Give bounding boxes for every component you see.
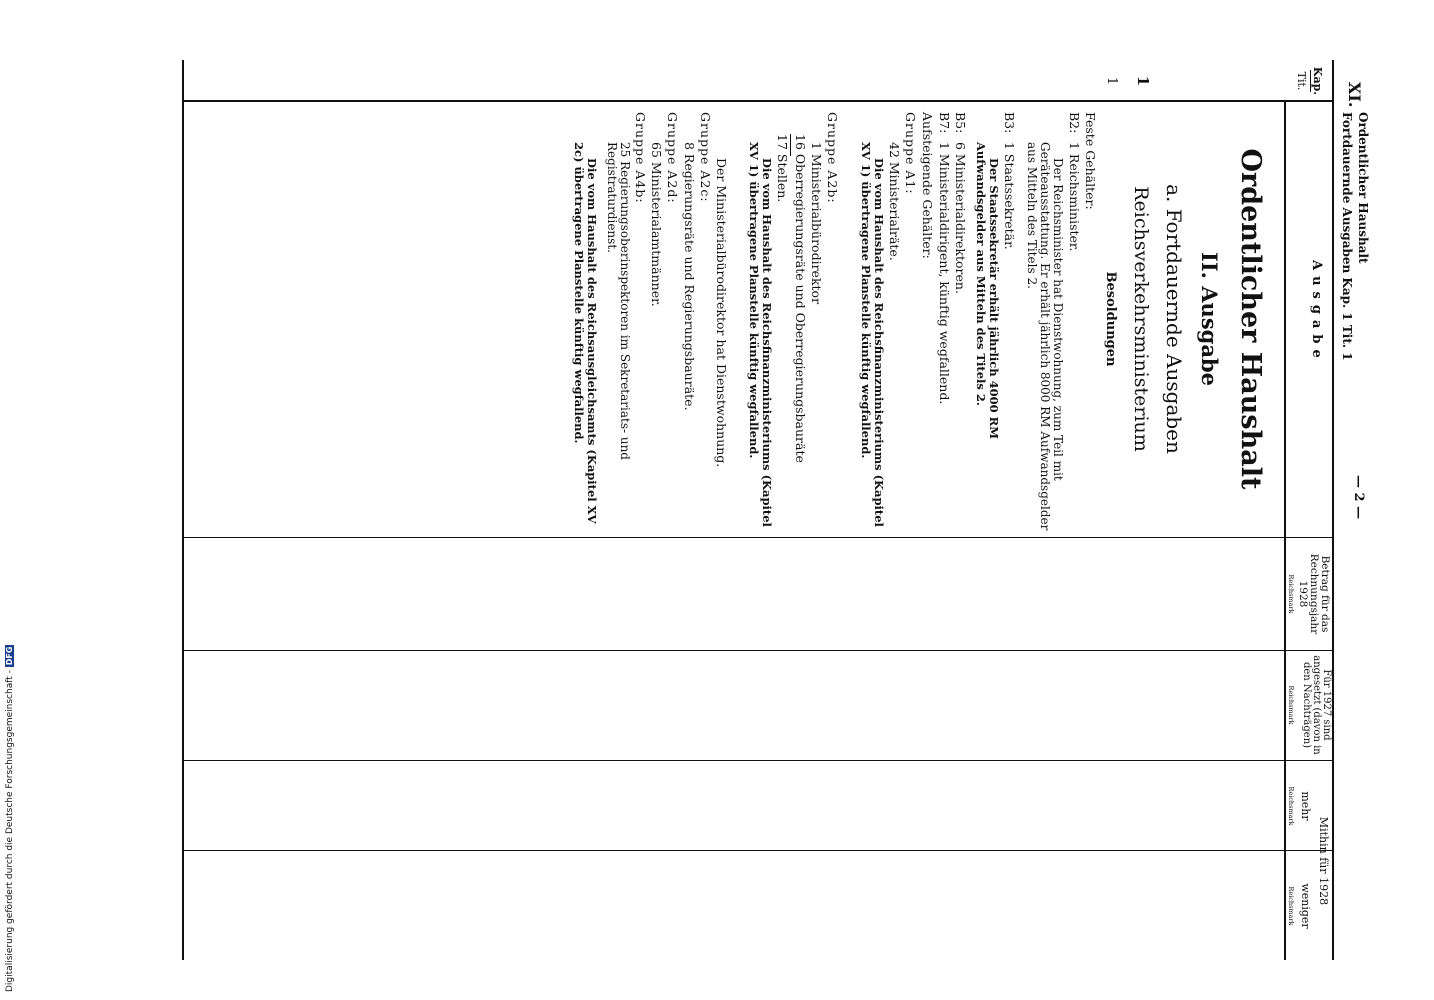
- running-title: Ordentlicher Haushalt: [1356, 112, 1370, 264]
- label-b3: B3:: [1002, 112, 1017, 134]
- header-betrag: Betrag für das Rechnungsjahr 1928: [1297, 553, 1331, 635]
- column-rule-mithin: [184, 850, 1334, 851]
- label-b7: B7:: [937, 112, 952, 134]
- line-gruppe-a4b: Gruppe A4b:: [633, 112, 648, 204]
- heading-ministerium: Reichsverkehrsministerium: [1130, 186, 1152, 452]
- header-tit: Tit.: [1295, 71, 1308, 91]
- note-a2b-planstelle: Die vom Haushalt des Reichsfinanzministeriums (Kapitel XV 1) übertragene Planstelle künftig wegfallend.: [747, 142, 774, 527]
- kap-tit-divider: [1310, 70, 1311, 92]
- digitization-text: Digitalisierung gefördert durch die Deutsche Forschungsgemeinschaft -: [5, 670, 15, 992]
- dfg-logo: DFG: [5, 646, 14, 666]
- table-top-rule: [1332, 60, 1334, 960]
- line-gruppe-a2c: Gruppe A2c:: [698, 112, 713, 203]
- line-oberregierungsraete: 16 Oberregierungsräte und Oberregierungsbauräte: [793, 134, 808, 463]
- unit-1927: Reichsmark: [1287, 685, 1295, 725]
- heading-besoldungen: Besoldungen: [1103, 271, 1118, 367]
- line-gruppe-a1: Gruppe A1:: [903, 112, 918, 195]
- column-rule-kap: [184, 100, 1334, 102]
- header-1927: Für 1927 sind angesetzt (davon in den Nachträgen): [1301, 655, 1332, 755]
- line-aufsteigende: Aufsteigende Gehälter:: [920, 112, 935, 259]
- heading-ordentlicher-haushalt: Ordentlicher Haushalt: [1235, 148, 1266, 490]
- header-kap: Kap.: [1311, 66, 1324, 96]
- line-gruppe-a2b: Gruppe A2b:: [825, 112, 840, 204]
- line-reichsminister: 1 Reichsminister.: [1067, 142, 1082, 252]
- label-b2: B2:: [1067, 112, 1082, 134]
- heading-fortdauernde: a. Fortdauernde Ausgaben: [1162, 184, 1186, 454]
- header-separator-rule: [1285, 100, 1287, 960]
- line-staatssekretaer: 1 Staatssekretär.: [1002, 142, 1017, 250]
- line-stellen: 17 Stellen.: [775, 134, 790, 203]
- sum-rule: [790, 134, 791, 156]
- line-amtmaenner: 65 Ministerialamtmänner.: [649, 142, 664, 307]
- label-b5: B5:: [953, 112, 968, 134]
- note-a1-planstelle: Die vom Haushalt des Reichsfinanzministeriums (Kapitel XV 1) übertragene Planstelle künftig wegfallend.: [859, 142, 886, 527]
- line-regierungsraete: 8 Regierungsräte und Regierungsbauräte.: [682, 142, 697, 411]
- header-mehr: mehr: [1299, 791, 1312, 821]
- page-number: — 2 —: [1351, 475, 1366, 520]
- kap-number: 1: [1134, 75, 1152, 87]
- digitization-notice: [2, 600, 18, 992]
- heading-ausgabe: II. Ausgabe: [1197, 252, 1222, 386]
- line-ministerialraete: 42 Ministerialräte.: [887, 142, 902, 261]
- tit-number: 1: [1104, 76, 1119, 86]
- table-bottom-rule: [182, 60, 184, 960]
- line-ministerialdirektoren: 6 Ministerialdirektoren.: [953, 142, 968, 294]
- line-ministerialdirigent: 1 Ministerialdirigent, künftig wegfallend.: [937, 142, 952, 405]
- column-rule-1927: [184, 760, 1334, 761]
- unit-weniger: Reichsmark: [1287, 886, 1295, 926]
- note-dienstwohnung: Der Ministerialbürodirektor hat Dienstwohnung.: [714, 158, 729, 468]
- note-reichsminister: Der Reichsminister hat Dienstwohnung, zum Teil mit Geräteausstattung. Er erhält jährlich 8000 RM Aufwandsgelder aus Mitteln des Titels 2.: [1025, 142, 1065, 531]
- header-weniger: weniger: [1299, 883, 1312, 929]
- line-oberinspektoren: 25 Regierungsoberinspektoren im Sekretariats- und Registraturdienst.: [605, 142, 632, 460]
- note-a4b-planstelle: Die vom Haushalt des Reichsausgleichsamts (Kapitel XV 2c) übertragene Planstelle künftig wegfallend.: [572, 142, 599, 524]
- line-feste-gehaelter: Feste Gehälter:: [1083, 112, 1098, 210]
- unit-betrag: Reichsmark: [1287, 574, 1295, 614]
- column-rule-betrag: [184, 650, 1334, 651]
- unit-mehr: Reichsmark: [1287, 786, 1295, 826]
- line-gruppe-a2d: Gruppe A2d:: [665, 112, 680, 204]
- section-number: XI.: [1345, 82, 1364, 108]
- mehr-weniger-rule: [1286, 850, 1314, 851]
- column-rule-ausgabe: [184, 537, 1334, 538]
- header-ausgabe: Ausgabe: [1309, 260, 1324, 364]
- line-buerodirektor: 1 Ministerialbürodirektor: [809, 142, 824, 305]
- header-mithin: Mithin für 1928: [1317, 816, 1330, 906]
- note-staatssekretaer: Der Staatssekretär erhält jährlich 4000 RM Aufwandsgelder aus Mitteln des Titels 2.: [974, 142, 1001, 439]
- running-subtitle: Fortdauernde Ausgaben Kap. 1 Tit. 1: [1340, 112, 1354, 361]
